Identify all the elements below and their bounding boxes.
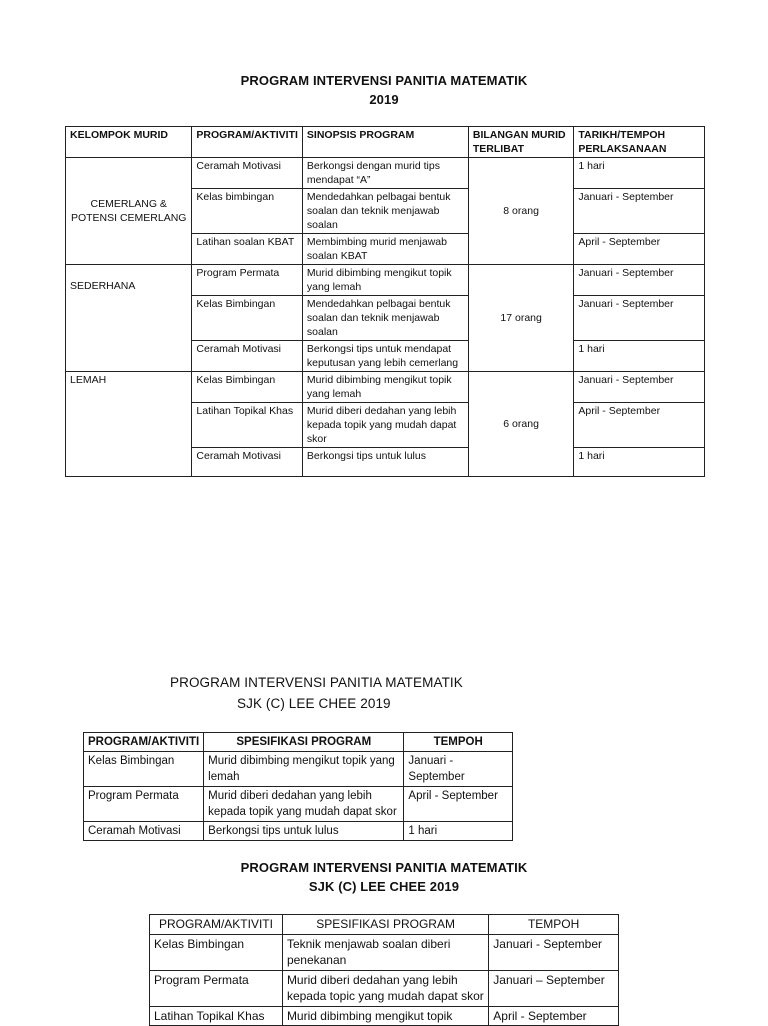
header-cell: PROGRAM/AKTIVITI — [84, 733, 204, 752]
program-cell: Kelas Bimbingan — [150, 934, 283, 970]
program-cell: Program Permata — [192, 265, 303, 296]
tempoh-cell: Januari - September — [404, 752, 513, 787]
spesifikasi-cell: Berkongsi tips untuk lulus — [204, 822, 404, 841]
program-cell: Ceramah Motivasi — [84, 822, 204, 841]
table-row — [84, 822, 513, 841]
doc1-title-line1: PROGRAM INTERVENSI PANITIA MATEMATIK — [240, 73, 528, 88]
header-cell: PROGRAM/AKTIVITI — [192, 127, 303, 158]
group-name-cell: CEMERLANG & POTENSI CEMERLANG — [66, 158, 192, 265]
table-row — [66, 158, 705, 189]
program-cell: Kelas Bimbingan — [192, 372, 303, 403]
tarikh-cell: 1 hari — [574, 158, 705, 189]
tempoh-cell: Januari - September — [489, 934, 619, 970]
sinopsis-cell: Murid dibimbing mengikut topik yang lemah — [302, 372, 468, 403]
spesifikasi-cell: Murid dibimbing mengikut topik yang lemah — [204, 752, 404, 787]
count-cell: 8 orang — [468, 158, 574, 265]
doc2-table — [83, 732, 513, 841]
count-cell: 6 orang — [468, 372, 574, 477]
sinopsis-cell: Berkongsi tips untuk lulus — [302, 448, 468, 477]
tarikh-cell: Januari - September — [574, 265, 705, 296]
table-header-row — [66, 127, 705, 158]
group-name-cell: SEDERHANA — [66, 265, 192, 372]
header-cell: TEMPOH — [404, 733, 513, 752]
table-row — [66, 265, 705, 296]
doc3-title-line2: SJK (C) LEE CHEE 2019 — [308, 879, 460, 894]
tarikh-cell: April - September — [574, 403, 705, 448]
table-row — [66, 372, 705, 403]
program-cell: Latihan Topikal Khas — [150, 1006, 283, 1026]
header-cell: TEMPOH — [489, 915, 619, 935]
group-name-cell: LEMAH — [66, 372, 192, 477]
doc1-table — [65, 126, 705, 477]
sinopsis-cell: Murid diberi dedahan yang lebih kepada topik yang mudah dapat skor — [302, 403, 468, 448]
tarikh-cell: 1 hari — [574, 448, 705, 477]
program-cell: Latihan Topikal Khas — [192, 403, 303, 448]
tarikh-cell: 1 hari — [574, 341, 705, 372]
table-header-row — [84, 733, 513, 752]
tarikh-cell: Januari - September — [574, 189, 705, 234]
spesifikasi-cell: Murid dibimbing mengikut topik — [282, 1006, 488, 1026]
header-cell: SPESIFIKASI PROGRAM — [282, 915, 488, 935]
spesifikasi-cell: Teknik menjawab soalan diberi penekanan — [282, 934, 488, 970]
program-cell: Ceramah Motivasi — [192, 158, 303, 189]
table-row — [150, 934, 619, 970]
sinopsis-cell: Mendedahkan pelbagai bentuk soalan dan teknik menjawab soalan — [302, 296, 468, 341]
header-cell: TARIKH/TEMPOH PERLAKSANAAN — [574, 127, 705, 158]
table-row — [150, 970, 619, 1006]
header-cell: SINOPSIS PROGRAM — [302, 127, 468, 158]
sinopsis-cell: Mendedahkan pelbagai bentuk soalan dan teknik menjawab soalan — [302, 189, 468, 234]
header-cell: PROGRAM/AKTIVITI — [150, 915, 283, 935]
header-cell: BILANGAN MURID TERLIBAT — [468, 127, 574, 158]
doc2-title-line1: PROGRAM INTERVENSI PANITIA MATEMATIK — [170, 675, 463, 690]
header-cell: KELOMPOK MURID — [66, 127, 192, 158]
tarikh-cell: Januari - September — [574, 372, 705, 403]
doc2-title-line2: SJK (C) LEE CHEE 2019 — [237, 696, 391, 711]
program-cell: Kelas Bimbingan — [84, 752, 204, 787]
tarikh-cell: Januari - September — [574, 296, 705, 341]
sinopsis-cell: Membimbing murid menjawab soalan KBAT — [302, 234, 468, 265]
program-cell: Program Permata — [84, 787, 204, 822]
program-cell: Kelas bimbingan — [192, 189, 303, 234]
spesifikasi-cell: Murid diberi dedahan yang lebih kepada topic yang mudah dapat skor — [282, 970, 488, 1006]
program-cell: Ceramah Motivasi — [192, 341, 303, 372]
tarikh-cell: April - September — [574, 234, 705, 265]
table-row — [84, 752, 513, 787]
header-cell: SPESIFIKASI PROGRAM — [204, 733, 404, 752]
program-cell: Kelas Bimbingan — [192, 296, 303, 341]
program-cell: Latihan soalan KBAT — [192, 234, 303, 265]
table-header-row — [150, 915, 619, 935]
spesifikasi-cell: Murid diberi dedahan yang lebih kepada topik yang mudah dapat skor — [204, 787, 404, 822]
tempoh-cell: April - September — [489, 1006, 619, 1026]
sinopsis-cell: Berkongsi tips untuk mendapat keputusan yang lebih cemerlang — [302, 341, 468, 372]
doc3-title-line1: PROGRAM INTERVENSI PANITIA MATEMATIK — [240, 860, 528, 875]
table-row — [150, 1006, 619, 1026]
table-row — [84, 787, 513, 822]
sinopsis-cell: Berkongsi dengan murid tips mendapat “A” — [302, 158, 468, 189]
program-cell: Program Permata — [150, 970, 283, 1006]
tempoh-cell: Januari – September — [489, 970, 619, 1006]
doc3-table — [149, 914, 619, 1026]
doc1-title-line2: 2019 — [369, 92, 399, 107]
program-cell: Ceramah Motivasi — [192, 448, 303, 477]
tempoh-cell: 1 hari — [404, 822, 513, 841]
count-cell: 17 orang — [468, 265, 574, 372]
sinopsis-cell: Murid dibimbing mengikut topik yang lemah — [302, 265, 468, 296]
tempoh-cell: April - September — [404, 787, 513, 822]
